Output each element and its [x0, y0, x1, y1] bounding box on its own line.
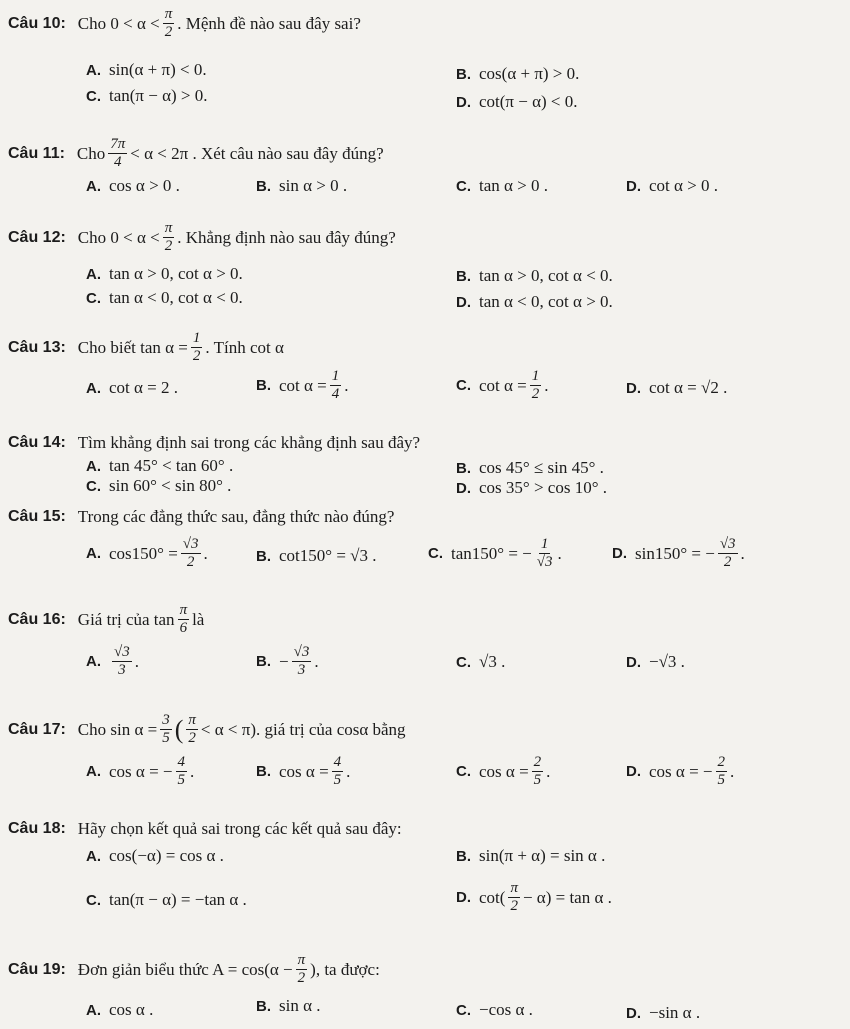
- option-d[interactable]: D. tan α < 0, cot α > 0.: [456, 292, 613, 311]
- question-stem-pre: Cho: [76, 143, 106, 163]
- option-b[interactable]: B. sin α > 0 .: [256, 176, 348, 195]
- question-stem-post: . Khẳng định nào sau đây đúng?: [177, 227, 396, 247]
- option-d[interactable]: D. cot(π − α) < 0.: [456, 92, 578, 111]
- question-number: Câu 15:: [8, 508, 66, 525]
- option-fraction: $\frac{√3}{2}$: [719, 536, 736, 570]
- option-c[interactable]: C. cot α = $\frac{1}{2}$ .: [456, 368, 549, 402]
- option-fraction: $\frac{2}{5}$: [533, 754, 542, 788]
- option-d[interactable]: D. cot( $\frac{\pi}{2}$ − α) = tan α .: [456, 880, 612, 914]
- option-c[interactable]: C. −cos α .: [456, 1000, 533, 1019]
- option-fraction: $\frac{1}{√3}$: [536, 536, 553, 570]
- option-b[interactable]: B. sin(π + α) = sin α .: [456, 846, 606, 865]
- option-c[interactable]: C. tan150° = − $\frac{1}{√3}$ .: [428, 536, 562, 570]
- stem-fraction: $\frac{\pi}{2}$: [164, 220, 173, 254]
- option-c[interactable]: C. tan α < 0, cot α < 0.: [86, 288, 243, 307]
- option-fraction: $\frac{√3}{2}$: [182, 536, 199, 570]
- question-stem-pre: Giá trị của tan: [77, 609, 175, 629]
- option-a[interactable]: A. cos α = − $\frac{4}{5}$ .: [86, 754, 195, 788]
- question-10: [8, 6, 840, 41]
- option-fraction: $\frac{√3}{3}$: [293, 644, 310, 678]
- question-stem-pre: Cho 0 < α <: [77, 13, 160, 33]
- question-number: Câu 14:: [8, 434, 66, 451]
- question-14: [8, 432, 840, 454]
- option-a[interactable]: A. tan 45° < tan 60° .: [86, 456, 234, 475]
- option-a[interactable]: A. tan α > 0, cot α > 0.: [86, 264, 243, 283]
- question-stem-pre: Trong các đẳng thức sau, đẳng thức nào đúng?: [77, 507, 395, 526]
- stem-fraction: $\frac{1}{2}$: [192, 330, 201, 364]
- question-stem-post: < α < π). giá trị của cosα bằng: [200, 719, 406, 739]
- question-stem-post: . Mệnh đề nào sau đây sai?: [177, 13, 361, 33]
- option-a[interactable]: A. sin(α + π) < 0.: [86, 60, 207, 79]
- stem-fraction: $\frac{\pi}{2}$: [164, 6, 173, 40]
- question-stem-pre: Cho sin α =: [77, 719, 158, 739]
- option-b[interactable]: B. cos α = $\frac{4}{5}$ .: [256, 754, 351, 788]
- question-stem-pre: Tìm khẳng định sai trong các khẳng định sau đây?: [77, 433, 421, 452]
- option-a[interactable]: A. $\frac{√3}{3}$ .: [86, 644, 139, 678]
- option-c[interactable]: C. tan(π − α) = −tan α .: [86, 890, 247, 909]
- question-stem-pre: Cho biết tan α =: [77, 337, 188, 357]
- option-fraction: $\frac{4}{5}$: [177, 754, 185, 788]
- option-fraction: $\frac{√3}{3}$: [114, 644, 130, 678]
- option-b[interactable]: B. cot150° = √3 .: [256, 546, 377, 565]
- question-13: [8, 330, 840, 365]
- option-fraction: $\frac{1}{4}$: [331, 368, 340, 402]
- option-a[interactable]: A. cot α = 2 .: [86, 378, 179, 397]
- option-d[interactable]: D. sin150° = − $\frac{√3}{2}$ .: [612, 536, 745, 570]
- stem-fraction: $\frac{\pi}{2}$: [297, 952, 306, 986]
- question-stem-post: < α < 2π . Xét câu nào sau đây đúng?: [130, 143, 384, 163]
- option-c[interactable]: C. √3 .: [456, 652, 506, 671]
- option-c[interactable]: C. cos α = $\frac{2}{5}$ .: [456, 754, 551, 788]
- question-stem-post: ), ta được:: [310, 959, 380, 979]
- stem-fraction: $\frac{\pi}{6}$: [179, 602, 188, 636]
- question-number: Câu 12:: [8, 228, 66, 246]
- question-19: [8, 952, 840, 987]
- question-stem-mid: (: [174, 714, 184, 744]
- stem-fraction: $\frac{7\pi}{4}$: [110, 136, 126, 170]
- question-number: Câu 11:: [8, 144, 65, 162]
- option-a[interactable]: A. cos α .: [86, 1000, 154, 1019]
- option-b[interactable]: B. cot α = $\frac{1}{4}$ .: [256, 368, 349, 402]
- question-number: Câu 10:: [8, 14, 66, 32]
- option-fraction: $\frac{2}{5}$: [717, 754, 725, 788]
- question-number: Câu 16:: [8, 610, 66, 628]
- question-15: [8, 506, 840, 528]
- option-fraction: $\frac{1}{2}$: [531, 368, 540, 402]
- question-stem-post: là: [192, 609, 205, 629]
- option-d[interactable]: D. −sin α .: [626, 1003, 701, 1022]
- option-b[interactable]: B. − $\frac{√3}{3}$ .: [256, 644, 319, 678]
- question-stem-pre: Hãy chọn kết quả sai trong các kết quả sau đây:: [77, 819, 402, 838]
- question-number: Câu 17:: [8, 720, 66, 738]
- question-12: [8, 220, 840, 255]
- question-number: Câu 19:: [8, 960, 66, 978]
- option-c[interactable]: C. tan α > 0 .: [456, 176, 549, 195]
- question-stem-post: . Tính cot α: [205, 337, 284, 357]
- question-number: Câu 18:: [8, 820, 66, 837]
- option-a[interactable]: A. cos α > 0 .: [86, 176, 180, 195]
- stem-fraction-2: $\frac{\pi}{2}$: [188, 712, 196, 746]
- question-11: [8, 136, 840, 171]
- option-fraction: $\frac{4}{5}$: [333, 754, 342, 788]
- question-17: [8, 712, 840, 747]
- option-d[interactable]: D. −√3 .: [626, 652, 685, 671]
- option-c[interactable]: C. tan(π − α) > 0.: [86, 86, 208, 105]
- question-number: Câu 13:: [8, 338, 66, 356]
- question-16: [8, 602, 840, 637]
- stem-fraction: $\frac{3}{5}$: [162, 712, 170, 746]
- option-d[interactable]: D. cos α = − $\frac{2}{5}$ .: [626, 754, 735, 788]
- option-b[interactable]: B. sin α .: [256, 996, 321, 1015]
- question-stem-pre: Cho 0 < α <: [77, 227, 160, 247]
- option-b[interactable]: B. cos 45° ≤ sin 45° .: [456, 458, 604, 477]
- question-18: [8, 818, 840, 840]
- question-stem-pre: Đơn giản biểu thức A = cos(α −: [77, 959, 293, 979]
- option-b[interactable]: B. tan α > 0, cot α < 0.: [456, 266, 613, 285]
- option-a[interactable]: A. cos(−α) = cos α .: [86, 846, 224, 865]
- option-fraction: $\frac{\pi}{2}$: [510, 880, 518, 914]
- option-a[interactable]: A. cos150° = $\frac{√3}{2}$ .: [86, 536, 208, 570]
- option-d[interactable]: D. cos 35° > cos 10° .: [456, 478, 608, 497]
- option-d[interactable]: D. cot α > 0 .: [626, 176, 719, 195]
- option-d[interactable]: D. cot α = √2 .: [626, 378, 728, 397]
- option-c[interactable]: C. sin 60° < sin 80° .: [86, 476, 232, 495]
- option-b[interactable]: B. cos(α + π) > 0.: [456, 64, 580, 83]
